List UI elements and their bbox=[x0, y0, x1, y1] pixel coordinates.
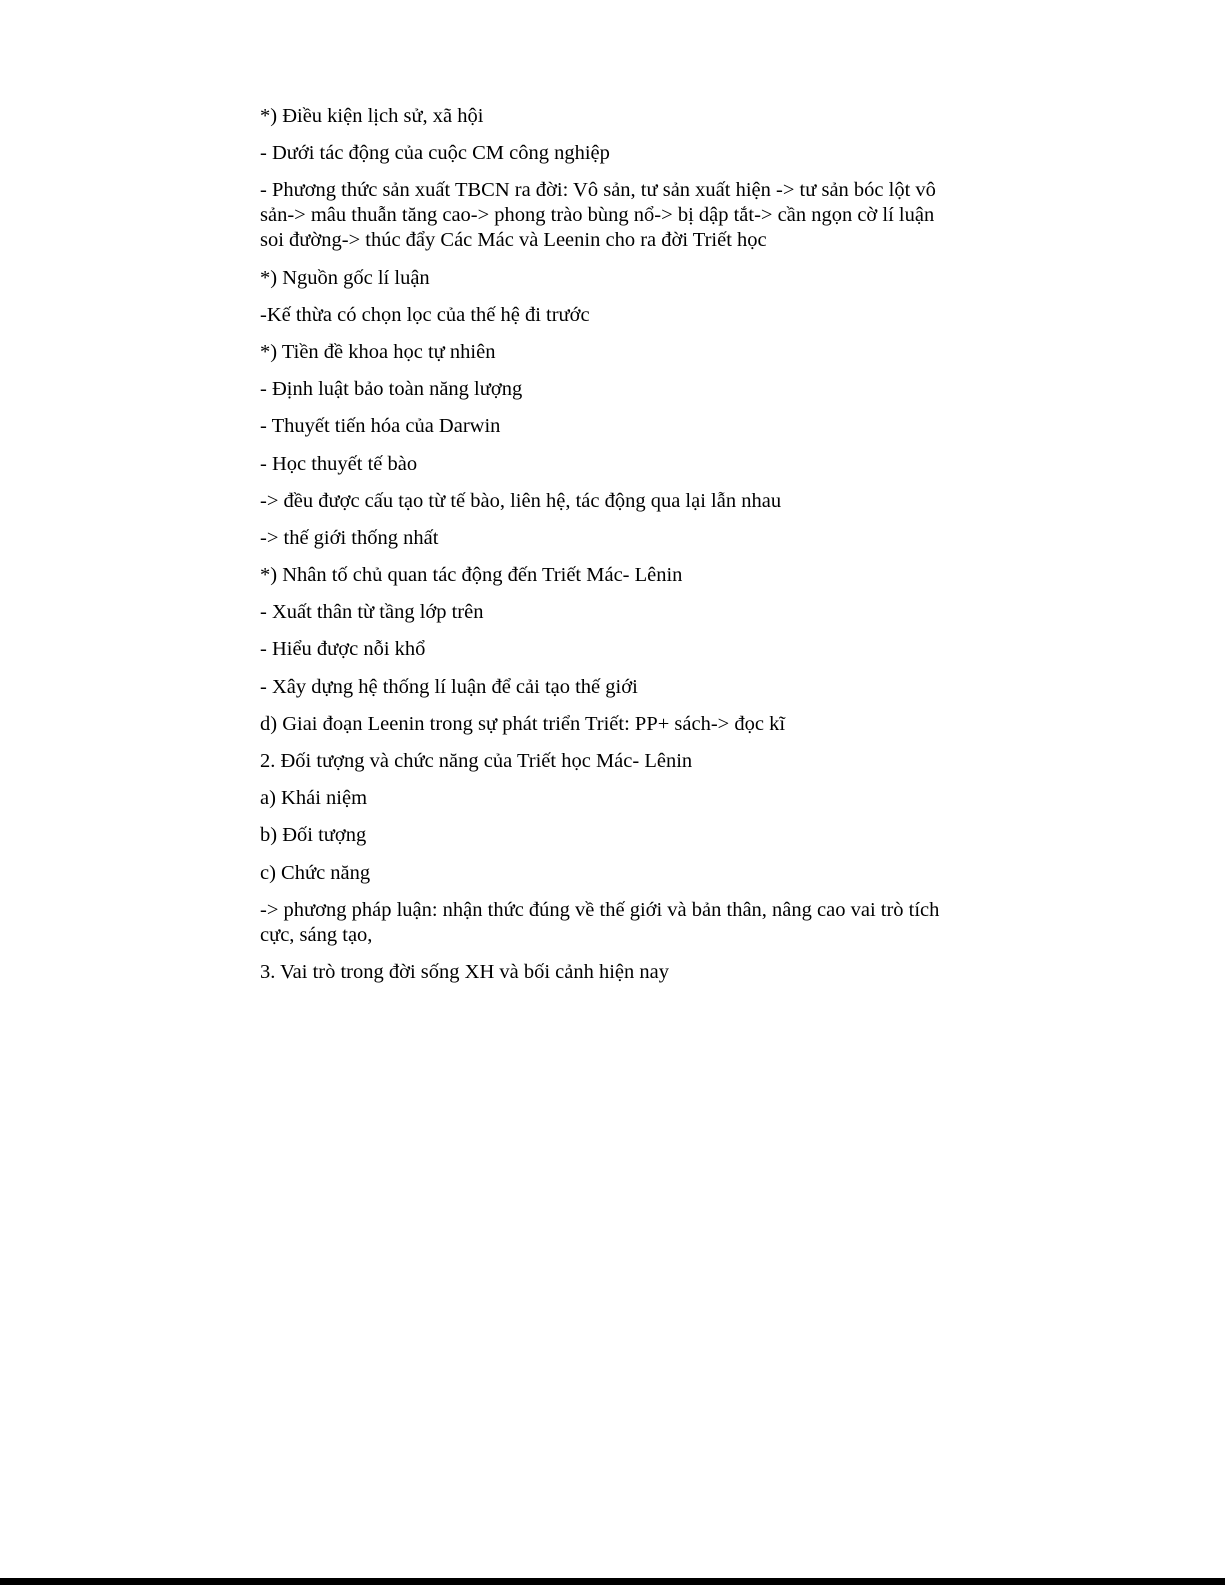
section-object-function: 2. Đối tượng và chức năng của Triết học Mác- Lênin bbox=[260, 750, 693, 772]
bullet-selective-inheritance: -Kế thừa có chọn lọc của thế hệ đi trước bbox=[260, 303, 590, 326]
arrow-unified-world: -> thế giới thống nhất bbox=[260, 526, 439, 549]
bullet-cell-theory: - Học thuyết tế bào bbox=[260, 452, 418, 475]
subsection-concept: a) Khái niệm bbox=[260, 787, 368, 810]
page-bottom-border bbox=[0, 1578, 1225, 1585]
bullet-build-theory: - Xây dựng hệ thống lí luận để cải tạo thế giới bbox=[260, 675, 638, 698]
heading-theoretical-origin: *) Nguồn gốc lí luận bbox=[260, 266, 430, 289]
bullet-industrial-revolution: - Dưới tác động của cuộc CM công nghiệp bbox=[260, 142, 610, 165]
heading-subjective-factors: *) Nhân tố chủ quan tác động đến Triết Mác- Lênin bbox=[260, 564, 683, 587]
bullet-energy-conservation: - Định luật bảo toàn năng lượng bbox=[260, 378, 523, 401]
bullet-upper-class-origin: - Xuất thân từ tầng lớp trên bbox=[260, 601, 484, 624]
heading-natural-science-premises: *) Tiền đề khoa học tự nhiên bbox=[260, 340, 496, 363]
bullet-capitalist-production: - Phương thức sản xuất TBCN ra đời: Vô sản, tư sản xuất hiện -> tư sản bóc lột vô sản-> mâu thuẫn tăng cao-> phong trào bùng nổ-> bị dập tắt-> cần ngọn cờ lí luận soi đường-> thúc đẩy Các Mác và Leenin cho ra đời Triết học bbox=[260, 179, 936, 252]
subsection-object: b) Đối tượng bbox=[260, 824, 367, 847]
section-role-in-society: 3. Vai trò trong đời sống XH và bối cảnh hiện nay bbox=[260, 960, 670, 983]
bullet-understand-suffering: - Hiểu được nỗi khổ bbox=[260, 638, 426, 661]
subsection-function: c) Chức năng bbox=[260, 861, 371, 884]
arrow-methodology: -> phương pháp luận: nhận thức đúng về thế giới và bản thân, nâng cao vai trò tích cực, sáng tạo, bbox=[260, 898, 940, 946]
bullet-darwin-evolution: - Thuyết tiến hóa của Darwin bbox=[260, 415, 501, 438]
document-body bbox=[260, 104, 960, 997]
arrow-cell-structure: -> đều được cấu tạo từ tế bào, liên hệ, tác động qua lại lẫn nhau bbox=[260, 489, 782, 512]
subsection-lenin-stage: d) Giai đoạn Leenin trong sự phát triển Triết: PP+ sách-> đọc kĩ bbox=[260, 712, 786, 735]
heading-historical-conditions: *) Điều kiện lịch sử, xã hội bbox=[260, 105, 484, 127]
